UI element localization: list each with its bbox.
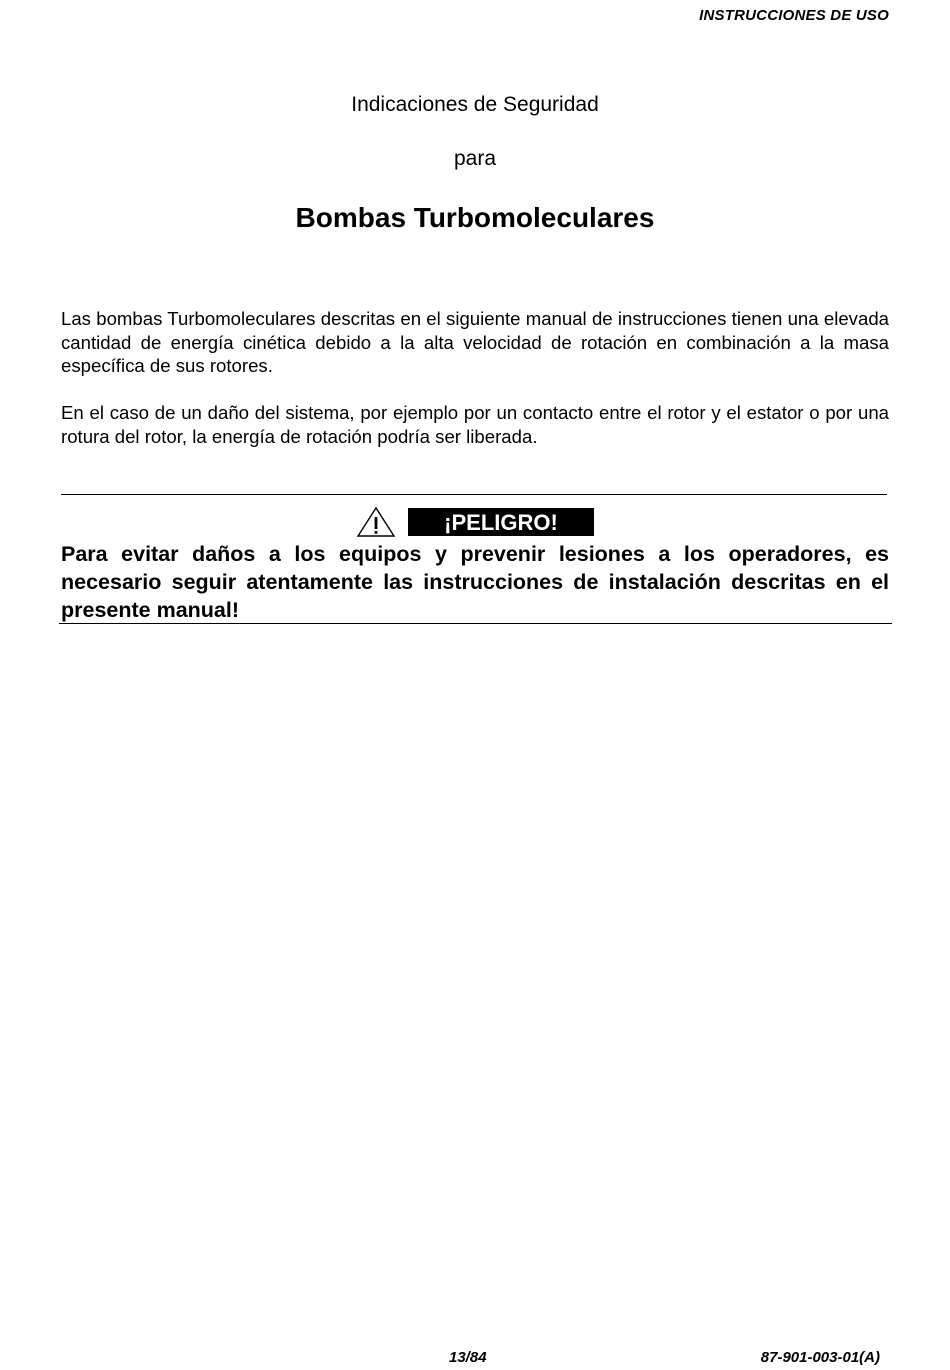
body-paragraph-1: Las bombas Turbomoleculares descritas en el siguiente manual de instrucciones tienen una elevada cantidad de energía cinética debido a la alta velocidad de rotación en combinación a la masa específica de sus rotores. [61,308,889,376]
body-paragraph-2: En el caso de un daño del sistema, por ejemplo por un contacto entre el rotor y el estator o por una rotura del rotor, la energía de rotación podría ser liberada. [61,402,889,447]
page-number: 13/84 [449,1349,487,1366]
title-line-2: para [453,147,497,170]
warning-bottom-divider [59,623,892,624]
page-title: Bombas Turbomoleculares [295,202,655,233]
danger-label: ¡PELIGRO! [408,508,594,536]
document-code: 87-901-003-01(A) [760,1349,880,1366]
warning-text: Para evitar daños a los equipos y prevenir lesiones a los operadores, es necesario seguir atentamente las instrucciones de instalación descritas en el presente manual! [61,542,889,622]
warning-triangle-icon [356,506,396,538]
title-line-1: Indicaciones de Seguridad [351,93,599,116]
section-header-label: INSTRUCCIONES DE USO [699,7,889,24]
warning-top-divider [61,494,887,495]
danger-heading [356,506,594,538]
